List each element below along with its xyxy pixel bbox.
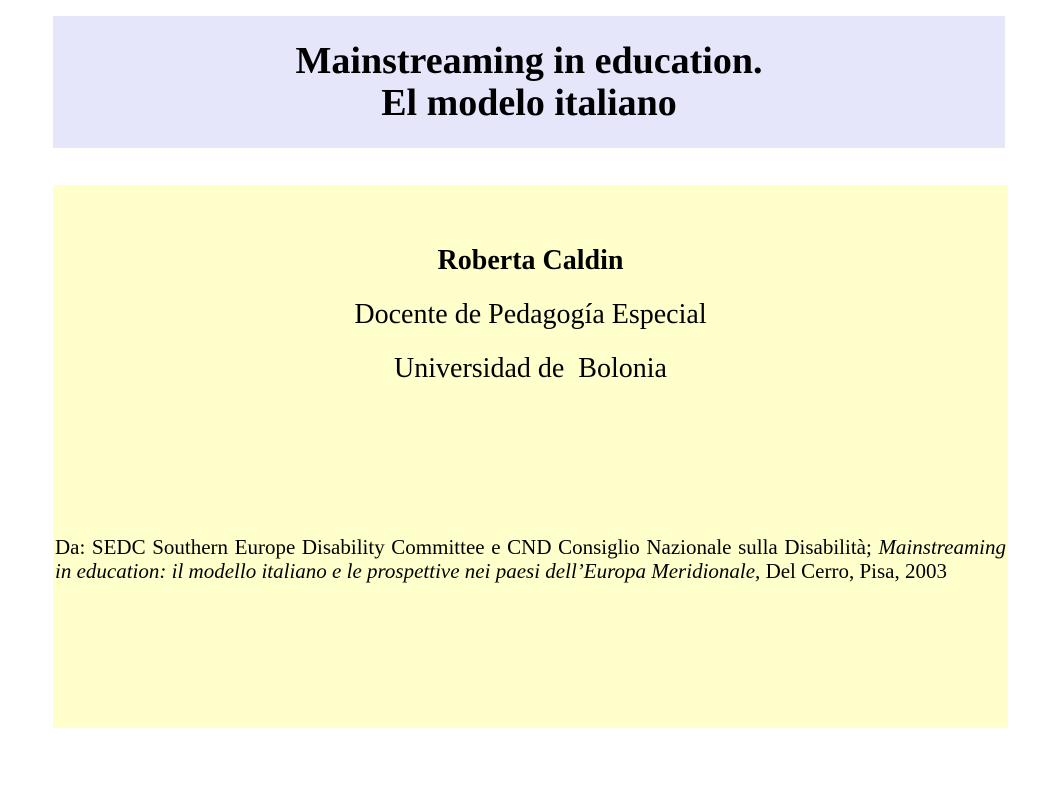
content-box [53, 185, 1008, 728]
title-line-2: El modelo italiano [381, 82, 677, 124]
author-block [53, 245, 1008, 407]
citation [55, 535, 1006, 583]
citation-suffix: Del Cerro, Pisa, 2003 [760, 559, 947, 583]
title-box [53, 16, 1005, 148]
author-affiliation: Universidad de Bolonia [394, 353, 667, 384]
title-line-1: Mainstreaming in education. [295, 40, 763, 82]
citation-prefix: Da: SEDC Southern Europe Disability Committee e CND Consiglio Nazionale sulla Disabilità; [55, 535, 879, 559]
author-name: Roberta Caldin [437, 245, 624, 276]
citation-work-title: Mainstreaming in education: il modello italiano e le prospettive nei paesi dell’Europa Meridionale, [55, 535, 1006, 583]
author-role: Docente de Pedagogía Especial [354, 299, 707, 330]
